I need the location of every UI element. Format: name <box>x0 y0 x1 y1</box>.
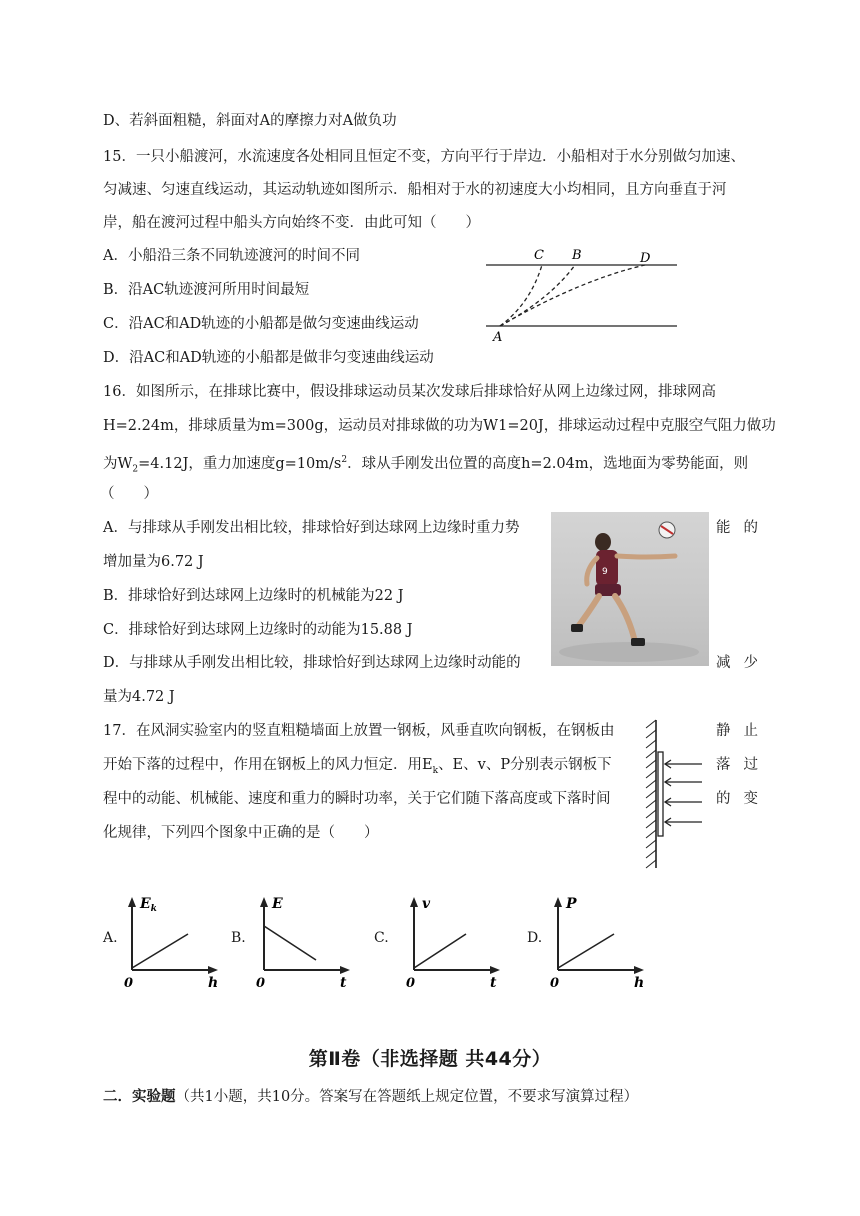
q16-option-d-char1: 减 <box>716 655 731 671</box>
q17-ek-subscript: k <box>432 765 439 776</box>
q17-line2-wrap <box>716 755 758 775</box>
graph-d-origin: 0 <box>550 976 560 990</box>
svg-text:Ek <box>139 896 157 914</box>
q17-line2-char2: 过 <box>743 757 758 773</box>
q16-w-symbol: 为W <box>103 455 133 472</box>
q16-option-a-line1: A．与排球从手刚发出相比较，排球恰好到达球网上边缘时重力势 <box>103 520 520 536</box>
section2-instructions: （共1小题，共10分。答案写在答题纸上规定位置，不要求写演算过程） <box>175 1089 639 1105</box>
graph-d-line <box>558 934 614 968</box>
q16-option-a-char1: 能 <box>716 520 731 536</box>
label-c: C <box>534 248 544 263</box>
q16-option-a-wrap <box>716 518 758 538</box>
q16-option-d-line2: 量为4.72 J <box>103 689 175 705</box>
graph-a-ylabel: E <box>140 896 151 912</box>
q17-stem-line1: 17．在风洞实验室内的竖直粗糙墙面上放置一钢板，风垂直吹向钢板，在钢板由 <box>103 723 615 739</box>
q14-option-d: D、若斜面粗糙，斜面对A的摩擦力对A做负功 <box>103 113 397 129</box>
q16-option-d-line1: D．与排球从手刚发出相比较，排球恰好到达球网上边缘时动能的 <box>103 655 521 671</box>
q16-option-a-line2: 增加量为6.72 J <box>103 554 204 570</box>
q15-option-c: C．沿AC和AD轨迹的小船都是做匀变速曲线运动 <box>103 316 419 332</box>
label-a: A <box>493 330 503 344</box>
graph-a-line <box>132 934 188 968</box>
graph-c <box>400 890 508 990</box>
graph-d-ylabel: P <box>566 896 577 912</box>
graph-c-line <box>414 934 466 968</box>
graph-b-line <box>264 926 316 960</box>
section2-heading <box>103 1087 638 1107</box>
q15-stem-line2: 匀减速、匀速直线运动，其运动轨迹如图所示．船相对于水的初速度大小均相同，且方向垂直于河 <box>103 182 727 198</box>
q17-stem-line2 <box>103 755 612 781</box>
q17-line1-wrap <box>716 721 758 741</box>
q15-stem-line3: 岸，船在渡河过程中船头方向始终不变．由此可知（ ） <box>103 215 480 231</box>
graph-c-ylabel: v <box>422 896 431 912</box>
q16-answer-bracket: （ ） <box>100 486 158 502</box>
q16-height-text: ．球从手刚发出位置的高度h=2.04m，选地面为零势能面，则 <box>347 455 749 472</box>
graph-b-origin: 0 <box>256 976 266 990</box>
q16-option-c: C．排球恰好到达球网上边缘时的动能为15.88 J <box>103 622 413 638</box>
graph-b-ylabel: E <box>272 896 283 912</box>
q16-option-d-char2: 少 <box>743 655 758 671</box>
graph-c-origin: 0 <box>406 976 416 990</box>
label-b: B <box>572 248 582 263</box>
volleyball-player-photo <box>551 512 709 666</box>
q16-option-a-char2: 的 <box>743 520 758 536</box>
volleyball-player-illustration <box>551 512 709 666</box>
graph-d <box>544 890 652 990</box>
q16-stem-line2: H=2.24m，排球质量为m=300g，运动员对排球做的功为W1=20J，排球运动过程中克服空气阻力做功 <box>103 418 776 434</box>
section2-head: 二．实验题 <box>103 1088 176 1105</box>
svg-text:9: 9 <box>602 567 608 577</box>
q15-option-a: A．小船沿三条不同轨迹渡河的时间不同 <box>103 248 360 264</box>
graph-a-ysub: k <box>150 904 157 914</box>
q15-option-d: D．沿AC和AD轨迹的小船都是做非匀变速曲线运动 <box>103 350 434 366</box>
q16-w-subscript: 2 <box>132 464 139 475</box>
graph-d-xlabel: h <box>634 975 645 990</box>
q17-line3-char2: 变 <box>743 791 758 807</box>
q17-line1-char1: 静 <box>716 723 731 739</box>
q17-stem-line3: 程中的动能、机械能、速度和重力的瞬时功率，关于它们随下落高度或下落时间 <box>103 791 611 807</box>
graph-c-option: C. <box>374 930 389 946</box>
q17-line3-wrap <box>716 789 758 809</box>
q16-stem-line3 <box>103 450 748 480</box>
graph-a-origin: 0 <box>124 976 134 990</box>
graph-a-xlabel: h <box>208 975 219 990</box>
graph-b-xlabel: t <box>340 975 347 990</box>
graph-a <box>118 890 226 990</box>
graph-a-option: A. <box>103 930 118 946</box>
q16-option-d-wrap <box>716 653 758 673</box>
q17-stem-line4: 化规律，下列四个图象中正确的是（ ） <box>103 825 379 841</box>
q17-line1-char2: 止 <box>743 723 758 739</box>
q16-stem-line1: 16．如图所示，在排球比赛中，假设排球运动员某次发球后排球恰好从网上边缘过网，排球网高 <box>103 384 716 400</box>
graph-c-xlabel: t <box>490 975 497 990</box>
q16-option-b: B．排球恰好到达球网上边缘时的机械能为22 J <box>103 588 404 604</box>
river-crossing-figure <box>480 244 680 344</box>
q17-line2-part1: 开始下落的过程中，作用在钢板上的风力恒定．用E <box>103 757 433 773</box>
section-title: 第Ⅱ卷（非选择题 共44分） <box>308 1048 552 1070</box>
q16-unit-superscript: 2 <box>341 455 348 465</box>
q17-line2-part2: 、E、v、P分别表示钢板下 <box>438 757 612 773</box>
q15-option-b: B．沿AC轨迹渡河所用时间最短 <box>103 282 310 298</box>
graph-b-option: B. <box>231 930 246 946</box>
wind-tunnel-figure <box>644 718 708 872</box>
label-d: D <box>640 251 651 266</box>
q17-line3-char1: 的 <box>716 791 731 807</box>
q17-line2-char1: 落 <box>716 757 731 773</box>
graph-b <box>250 890 358 990</box>
q15-stem-line1: 15．一只小船渡河，水流速度各处相同且恒定不变，方向平行于岸边．小船相对于水分别做匀加速、 <box>103 149 745 165</box>
graph-d-option: D. <box>527 930 543 946</box>
q16-gravity-text: =4.12J，重力加速度g=10m/s <box>138 455 342 472</box>
